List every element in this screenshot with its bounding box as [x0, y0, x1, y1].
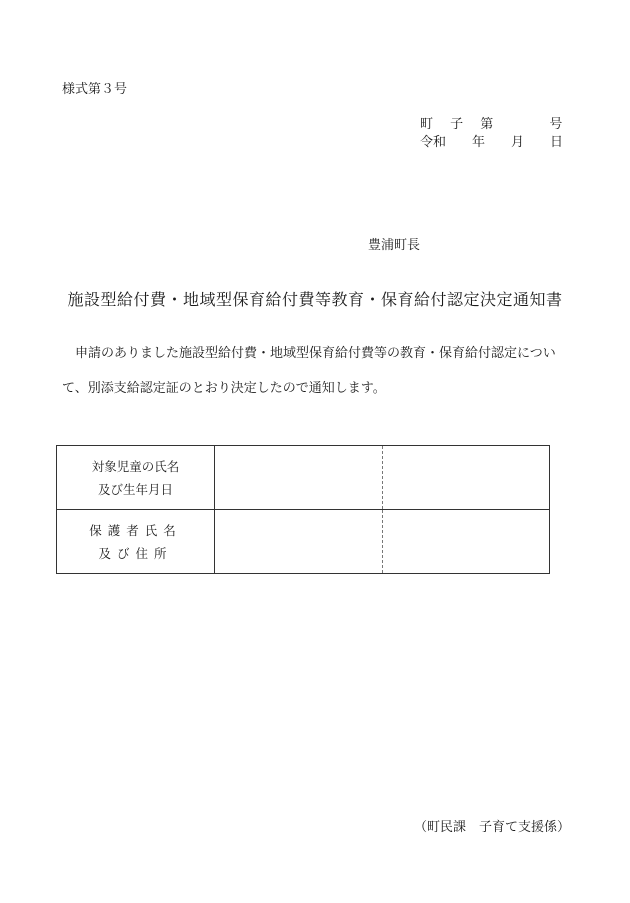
child-birthdate-cell: [383, 446, 550, 510]
child-info-label-line-2: 及び生年月日: [97, 481, 173, 497]
child-info-label: [57, 446, 215, 510]
guardian-address-cell: [383, 510, 550, 574]
document-date: 令和 年 月 日: [420, 135, 564, 150]
guardian-info-row: [57, 510, 550, 574]
child-name-cell: [215, 446, 383, 510]
department-footer: （町民課 子育て支援係）: [414, 820, 571, 835]
body-text-line-2: て、別添支給認定証のとおり決定したので通知します。: [62, 381, 386, 396]
guardian-info-label-line-2: 及び住所: [98, 545, 173, 561]
child-info-label-line-1: 対象児童の氏名: [91, 458, 180, 474]
document-number: 町 子 第 号: [420, 117, 563, 132]
body-text-line-1: 申請のありました施設型給付費・地域型保育給付費等の教育・保育給付認定につい: [62, 346, 556, 361]
child-info-row: [57, 446, 550, 510]
guardian-name-cell: [215, 510, 383, 574]
guardian-info-label-line-1: 保護者氏名: [89, 522, 182, 538]
recipient-info-table: [56, 445, 550, 574]
guardian-info-label: [57, 510, 215, 574]
form-number: 様式第３号: [62, 82, 128, 97]
issuer-name: 豊浦町長: [368, 238, 421, 253]
document-title: 施設型給付費・地域型保育給付費等教育・保育給付認定決定通知書: [67, 290, 563, 309]
